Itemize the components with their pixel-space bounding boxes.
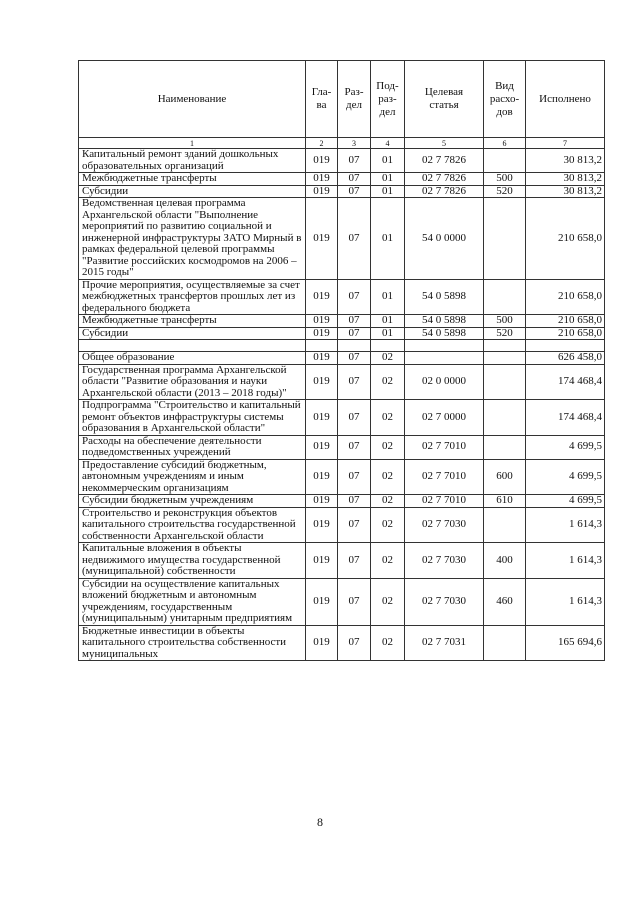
cell-executed: 210 658,0: [526, 279, 605, 315]
cell-name: Капитальные вложения в объекты недвижимого имущества государственной (муниципальной) собственности: [79, 543, 306, 579]
cell-executed: 30 813,2: [526, 149, 605, 173]
cell-subsection: 02: [371, 495, 405, 508]
cell-expense-type: [484, 149, 526, 173]
cell-subsection: 02: [371, 364, 405, 400]
column-number: 3: [338, 138, 371, 149]
cell-target-article: 02 7 7030: [405, 543, 484, 579]
cell-target-article: 02 7 7010: [405, 459, 484, 495]
cell-subsection: 02: [371, 578, 405, 625]
cell-name: [79, 340, 306, 352]
cell-executed: 174 468,4: [526, 364, 605, 400]
cell-executed: 30 813,2: [526, 185, 605, 198]
cell-subsection: 01: [371, 279, 405, 315]
cell-name: Субсидии: [79, 327, 306, 340]
cell-chapter: 019: [306, 279, 338, 315]
cell-target-article: 02 0 0000: [405, 364, 484, 400]
cell-executed: 174 468,4: [526, 400, 605, 436]
header-section: Раз- дел: [338, 61, 371, 138]
cell-section: 07: [338, 435, 371, 459]
cell-name: Строительство и реконструкция объектов капитального строительства государственной собственности Архангельской области: [79, 507, 306, 543]
table-row: [79, 315, 605, 328]
cell-executed: 1 614,3: [526, 507, 605, 543]
cell-section: 07: [338, 625, 371, 661]
cell-executed: 4 699,5: [526, 435, 605, 459]
cell-expense-type: 400: [484, 543, 526, 579]
cell-target-article: 02 7 7826: [405, 173, 484, 186]
table-row: [79, 435, 605, 459]
cell-target-article: 54 0 5898: [405, 315, 484, 328]
cell-expense-type: [484, 198, 526, 280]
cell-section: 07: [338, 364, 371, 400]
header-executed: Исполнено: [526, 61, 605, 138]
cell-chapter: 019: [306, 173, 338, 186]
cell-expense-type: [484, 507, 526, 543]
header-name: Наименование: [79, 61, 306, 138]
table-row: [79, 173, 605, 186]
cell-executed: 210 658,0: [526, 198, 605, 280]
table-row: [79, 459, 605, 495]
cell-section: 07: [338, 507, 371, 543]
table-row: [79, 364, 605, 400]
table-body: [79, 149, 605, 661]
cell-subsection: 02: [371, 543, 405, 579]
cell-name: Предоставление субсидий бюджетным, автономным учреждениям и иным некоммерческим организациям: [79, 459, 306, 495]
cell-name: Подпрограмма "Строительство и капитальный ремонт объектов инфраструктуры системы образования в Архангельской области": [79, 400, 306, 436]
cell-subsection: [371, 340, 405, 352]
cell-target-article: 02 7 7030: [405, 578, 484, 625]
cell-subsection: 02: [371, 625, 405, 661]
cell-executed: 165 694,6: [526, 625, 605, 661]
cell-name: Государственная программа Архангельской области "Развитие образования и науки Архангельской области (2013 – 2018 годы)": [79, 364, 306, 400]
cell-section: 07: [338, 578, 371, 625]
budget-table: [78, 60, 605, 661]
cell-section: 07: [338, 543, 371, 579]
cell-executed: 1 614,3: [526, 543, 605, 579]
table-row: [79, 578, 605, 625]
cell-expense-type: [484, 400, 526, 436]
cell-expense-type: 500: [484, 173, 526, 186]
cell-target-article: 54 0 0000: [405, 198, 484, 280]
cell-name: Субсидии на осуществление капитальных вложений бюджетным и автономным учреждениям, государственным (муниципальным) унитарным предприятиям: [79, 578, 306, 625]
cell-section: 07: [338, 185, 371, 198]
cell-subsection: 02: [371, 400, 405, 436]
cell-chapter: 019: [306, 578, 338, 625]
cell-target-article: 02 7 7030: [405, 507, 484, 543]
cell-chapter: 019: [306, 625, 338, 661]
cell-subsection: 02: [371, 435, 405, 459]
page-number: 8: [317, 815, 323, 829]
cell-executed: 626 458,0: [526, 352, 605, 365]
table-row: [79, 625, 605, 661]
cell-target-article: 54 0 5898: [405, 279, 484, 315]
cell-chapter: 019: [306, 185, 338, 198]
cell-chapter: 019: [306, 543, 338, 579]
cell-chapter: [306, 340, 338, 352]
cell-subsection: 02: [371, 459, 405, 495]
cell-name: Капитальный ремонт зданий дошкольных образовательных организаций: [79, 149, 306, 173]
cell-section: [338, 340, 371, 352]
cell-executed: 4 699,5: [526, 495, 605, 508]
table-row: [79, 279, 605, 315]
cell-executed: 4 699,5: [526, 459, 605, 495]
cell-target-article: 02 7 7826: [405, 185, 484, 198]
cell-subsection: 01: [371, 198, 405, 280]
header-expense-type: Вид расхо- дов: [484, 61, 526, 138]
cell-target-article: 02 7 7010: [405, 435, 484, 459]
cell-target-article: [405, 352, 484, 365]
cell-name: Расходы на обеспечение деятельности подведомственных учреждений: [79, 435, 306, 459]
cell-section: 07: [338, 495, 371, 508]
cell-chapter: 019: [306, 315, 338, 328]
cell-expense-type: 520: [484, 185, 526, 198]
cell-section: 07: [338, 315, 371, 328]
column-number: 4: [371, 138, 405, 149]
cell-target-article: 02 7 0000: [405, 400, 484, 436]
cell-target-article: 02 7 7826: [405, 149, 484, 173]
table-row: [79, 400, 605, 436]
cell-executed: 1 614,3: [526, 578, 605, 625]
cell-name: Межбюджетные трансферты: [79, 315, 306, 328]
cell-executed: 210 658,0: [526, 315, 605, 328]
cell-expense-type: 520: [484, 327, 526, 340]
cell-expense-type: [484, 625, 526, 661]
header-subsection: Под- раз- дел: [371, 61, 405, 138]
cell-chapter: 019: [306, 364, 338, 400]
cell-chapter: 019: [306, 435, 338, 459]
column-number: 7: [526, 138, 605, 149]
cell-chapter: 019: [306, 198, 338, 280]
cell-section: 07: [338, 198, 371, 280]
cell-expense-type: [484, 435, 526, 459]
cell-name: Субсидии бюджетным учреждениям: [79, 495, 306, 508]
column-number-row: [79, 138, 605, 149]
cell-expense-type: 610: [484, 495, 526, 508]
header-target-article: Целевая статья: [405, 61, 484, 138]
cell-expense-type: 600: [484, 459, 526, 495]
table-row: [79, 543, 605, 579]
cell-expense-type: 460: [484, 578, 526, 625]
cell-chapter: 019: [306, 327, 338, 340]
cell-executed: 30 813,2: [526, 173, 605, 186]
cell-expense-type: [484, 352, 526, 365]
table-row-empty: [79, 340, 605, 352]
cell-subsection: 01: [371, 149, 405, 173]
table-row: [79, 352, 605, 365]
cell-subsection: 01: [371, 185, 405, 198]
cell-executed: [526, 340, 605, 352]
cell-name: Межбюджетные трансферты: [79, 173, 306, 186]
cell-section: 07: [338, 279, 371, 315]
cell-section: 07: [338, 400, 371, 436]
column-number: 1: [79, 138, 306, 149]
cell-target-article: 02 7 7010: [405, 495, 484, 508]
cell-subsection: 02: [371, 352, 405, 365]
cell-chapter: 019: [306, 459, 338, 495]
header-row: [79, 61, 605, 138]
cell-target-article: [405, 340, 484, 352]
table-row: [79, 185, 605, 198]
column-number: 6: [484, 138, 526, 149]
cell-chapter: 019: [306, 507, 338, 543]
cell-section: 07: [338, 352, 371, 365]
table-row: [79, 327, 605, 340]
cell-expense-type: [484, 364, 526, 400]
table-row: [79, 198, 605, 280]
cell-chapter: 019: [306, 400, 338, 436]
cell-executed: 210 658,0: [526, 327, 605, 340]
cell-name: Прочие мероприятия, осуществляемые за счет межбюджетных трансфертов прошлых лет из федерального бюджета: [79, 279, 306, 315]
table-row: [79, 495, 605, 508]
cell-subsection: 01: [371, 173, 405, 186]
cell-section: 07: [338, 327, 371, 340]
cell-name: Ведомственная целевая программа Архангельской области "Выполнение мероприятий по развитию социальной и инженерной инфраструктуры ЗАТО Мирный в рамках федеральной целевой программы "Развитие российских космодромов на 2006 – 2015 годы": [79, 198, 306, 280]
cell-subsection: 01: [371, 315, 405, 328]
cell-chapter: 019: [306, 495, 338, 508]
cell-target-article: 02 7 7031: [405, 625, 484, 661]
cell-section: 07: [338, 149, 371, 173]
cell-section: 07: [338, 173, 371, 186]
column-number: 2: [306, 138, 338, 149]
cell-name: Субсидии: [79, 185, 306, 198]
cell-chapter: 019: [306, 352, 338, 365]
cell-subsection: 01: [371, 327, 405, 340]
cell-name: Общее образование: [79, 352, 306, 365]
cell-subsection: 02: [371, 507, 405, 543]
cell-expense-type: 500: [484, 315, 526, 328]
cell-name: Бюджетные инвестиции в объекты капитального строительства собственности муниципальных: [79, 625, 306, 661]
table-row: [79, 507, 605, 543]
cell-target-article: 54 0 5898: [405, 327, 484, 340]
table-row: [79, 149, 605, 173]
cell-expense-type: [484, 340, 526, 352]
cell-section: 07: [338, 459, 371, 495]
cell-expense-type: [484, 279, 526, 315]
column-number: 5: [405, 138, 484, 149]
cell-chapter: 019: [306, 149, 338, 173]
header-chapter: Гла- ва: [306, 61, 338, 138]
